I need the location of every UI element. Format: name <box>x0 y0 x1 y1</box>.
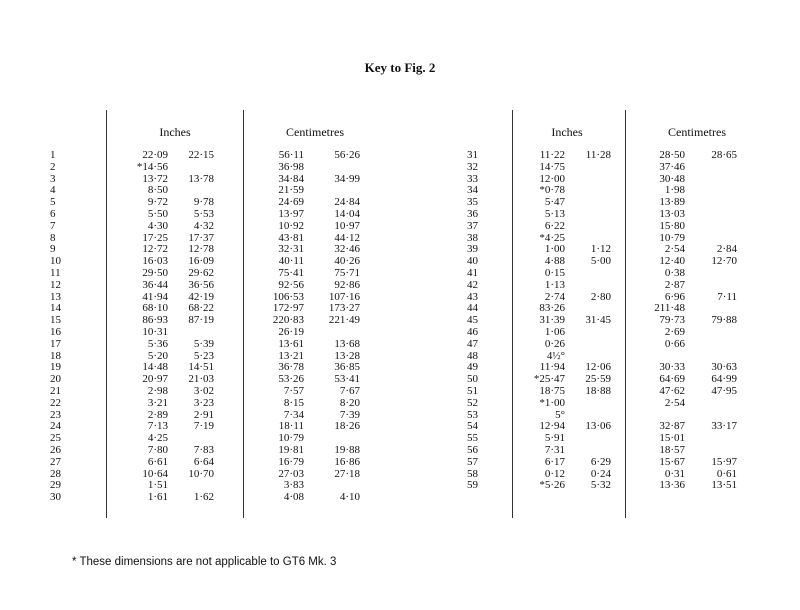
column-divider <box>243 110 244 518</box>
item-number: 59 <box>467 479 478 492</box>
inches-max: 1·62 <box>193 491 214 504</box>
inches-min: 5·91 <box>544 432 565 445</box>
centimetres-min: 6·96 <box>664 290 685 303</box>
centimetres-min: 7·34 <box>283 408 304 421</box>
inches-min: 41·94 <box>142 290 168 303</box>
centimetres-min: 0·66 <box>664 337 685 350</box>
centimetres-min: 10·79 <box>659 231 685 244</box>
inches-min: 6·17 <box>544 455 565 468</box>
item-number: 1 <box>50 149 56 161</box>
item-number: 9 <box>50 243 56 256</box>
inches-min: 1·13 <box>544 278 565 291</box>
inches-min: 12·72 <box>142 243 168 256</box>
centimetres-min: 75·41 <box>278 266 304 279</box>
inches-max: 36·56 <box>188 278 214 291</box>
centimetres-max: 34·99 <box>334 172 360 185</box>
item-number: 7 <box>50 219 56 232</box>
item-number: 15 <box>50 314 61 327</box>
item-number: 10 <box>50 255 61 268</box>
centimetres-min: 15·01 <box>659 432 685 445</box>
item-number: 51 <box>467 384 478 397</box>
centimetres-min: 79·73 <box>659 314 685 327</box>
centimetres-min: 15·80 <box>659 219 685 232</box>
inches-min: 14·75 <box>539 160 565 173</box>
centimetres-min: 43·81 <box>278 231 304 244</box>
centimetres-min: 7·57 <box>283 384 304 397</box>
centimetres-min: 12·40 <box>659 255 685 268</box>
inches-max: 4·32 <box>193 219 214 232</box>
inches-min: 12·00 <box>539 172 565 185</box>
centimetres-min: 56·11 <box>278 149 304 161</box>
inches-max: 5·39 <box>193 337 214 350</box>
centimetres-min: 15·67 <box>659 455 685 468</box>
item-number: 39 <box>467 243 478 256</box>
item-number: 5 <box>50 196 56 209</box>
item-number: 54 <box>467 420 478 433</box>
inches-min: 7·80 <box>147 443 168 456</box>
inches-header: Inches <box>551 125 583 139</box>
centimetres-min: 2·54 <box>664 396 685 409</box>
item-number: 22 <box>50 396 61 409</box>
inches-min: 17·25 <box>142 231 168 244</box>
centimetres-min: 4·08 <box>283 491 304 504</box>
inches-min: *0·78 <box>539 184 565 197</box>
centimetres-min: 220·83 <box>272 314 304 327</box>
centimetres-min: 13·61 <box>278 337 304 350</box>
centimetres-max: 10·97 <box>334 219 360 232</box>
item-number: 40 <box>467 255 478 268</box>
centimetres-min: 1·98 <box>664 184 685 197</box>
centimetres-max: 18·26 <box>334 420 360 433</box>
centimetres-min: 2·69 <box>664 325 685 338</box>
item-number: 23 <box>50 408 61 421</box>
inches-max: 12·06 <box>585 361 611 374</box>
item-number: 18 <box>50 349 61 362</box>
centimetres-max: 28·65 <box>711 149 737 161</box>
item-number: 48 <box>467 349 478 362</box>
item-number: 47 <box>467 337 478 350</box>
item-number: 38 <box>467 231 478 244</box>
centimetres-max: 56·26 <box>334 149 360 161</box>
centimetres-min: 30·33 <box>659 361 685 374</box>
inches-max: 87·19 <box>188 314 214 327</box>
centimetres-min: 0·31 <box>664 467 685 480</box>
inches-max: 22·15 <box>188 149 214 161</box>
inches-max: 2·91 <box>193 408 214 421</box>
inches-min: 5·36 <box>147 337 168 350</box>
inches-min: 14·48 <box>142 361 168 374</box>
inches-min: 5° <box>555 408 565 421</box>
centimetres-min: 40·11 <box>278 255 304 268</box>
item-number: 34 <box>467 184 478 197</box>
inches-min: 29·50 <box>142 266 168 279</box>
item-number: 29 <box>50 479 61 492</box>
item-number: 28 <box>50 467 61 480</box>
inches-min: 18·75 <box>539 384 565 397</box>
centimetres-min: 37·46 <box>659 160 685 173</box>
centimetres-max: 173·27 <box>328 302 360 315</box>
centimetres-min: 53·26 <box>278 373 304 386</box>
centimetres-max: 24·84 <box>334 196 360 209</box>
centimetres-header: Centimetres <box>668 125 726 139</box>
centimetres-min: 47·62 <box>659 384 685 397</box>
inches-min: 4·30 <box>147 219 168 232</box>
centimetres-min: 13·89 <box>659 196 685 209</box>
centimetres-max: 221·49 <box>328 314 360 327</box>
inches-max: 18·88 <box>585 384 611 397</box>
item-number: 24 <box>50 420 61 433</box>
centimetres-header: Centimetres <box>286 125 344 139</box>
inches-min: 5·20 <box>147 349 168 362</box>
inches-min: 0·12 <box>544 467 565 480</box>
item-number: 46 <box>467 325 478 338</box>
inches-min: *25·47 <box>533 373 565 386</box>
item-number: 6 <box>50 207 56 220</box>
item-number: 58 <box>467 467 478 480</box>
inches-max: 10·70 <box>188 467 214 480</box>
item-number: 8 <box>50 231 56 244</box>
inches-max: 29·62 <box>188 266 214 279</box>
inches-max: 17·37 <box>188 231 214 244</box>
item-number: 2 <box>50 160 56 173</box>
inches-min: 2·74 <box>544 290 565 303</box>
inches-min: 5·47 <box>544 196 565 209</box>
inches-min: 0·15 <box>544 266 565 279</box>
centimetres-max: 53·41 <box>334 373 360 386</box>
centimetres-min: 21·59 <box>278 184 304 197</box>
centimetres-min: 13·97 <box>278 207 304 220</box>
inches-min: 86·93 <box>142 314 168 327</box>
inches-max: 11·28 <box>585 149 611 161</box>
item-number: 12 <box>50 278 61 291</box>
centimetres-max: 75·71 <box>334 266 360 279</box>
inches-min: 31·39 <box>539 314 565 327</box>
inches-min: *5·26 <box>539 479 565 492</box>
centimetres-max: 8·20 <box>339 396 360 409</box>
centimetres-max: 12·70 <box>711 255 737 268</box>
item-number: 13 <box>50 290 61 303</box>
inches-max: 7·19 <box>193 420 214 433</box>
item-number: 57 <box>467 455 478 468</box>
inches-min: 4½° <box>546 349 565 362</box>
inches-max: 12·78 <box>188 243 214 256</box>
centimetres-max: 7·11 <box>717 290 737 303</box>
centimetres-min: 92·56 <box>278 278 304 291</box>
inches-max: 16·09 <box>188 255 214 268</box>
centimetres-min: 0·38 <box>664 266 685 279</box>
centimetres-max: 27·18 <box>334 467 360 480</box>
item-number: 16 <box>50 325 61 338</box>
centimetres-max: 13·68 <box>334 337 360 350</box>
centimetres-min: 26·19 <box>278 325 304 338</box>
inches-min: 16·03 <box>142 255 168 268</box>
centimetres-max: 30·63 <box>711 361 737 374</box>
inches-max: 13·06 <box>585 420 611 433</box>
centimetres-max: 13·51 <box>711 479 737 492</box>
column-divider <box>625 110 626 518</box>
inches-min: 12·94 <box>539 420 565 433</box>
item-number: 55 <box>467 432 478 445</box>
centimetres-max: 40·26 <box>334 255 360 268</box>
item-number: 14 <box>50 302 61 315</box>
item-number: 4 <box>50 184 56 197</box>
centimetres-min: 2·87 <box>664 278 685 291</box>
centimetres-min: 13·36 <box>659 479 685 492</box>
inches-min: 83·26 <box>539 302 565 315</box>
centimetres-min: 28·50 <box>659 149 685 161</box>
inches-min: 10·31 <box>142 325 168 338</box>
centimetres-max: 44·12 <box>334 231 360 244</box>
inches-max: 25·59 <box>585 373 611 386</box>
inches-max: 5·00 <box>590 255 611 268</box>
inches-max: 6·29 <box>590 455 611 468</box>
centimetres-min: 24·69 <box>278 196 304 209</box>
inches-header: Inches <box>159 125 191 139</box>
centimetres-min: 32·31 <box>278 243 304 256</box>
column-divider <box>106 110 107 518</box>
centimetres-min: 64·69 <box>659 373 685 386</box>
item-number: 27 <box>50 455 61 468</box>
item-number: 21 <box>50 384 61 397</box>
footnote: * These dimensions are not applicable to GT6 Mk. 3 <box>72 556 337 568</box>
centimetres-max: 15·97 <box>711 455 737 468</box>
inches-min: 1·61 <box>147 491 168 504</box>
centimetres-max: 13·28 <box>334 349 360 362</box>
centimetres-min: 19·81 <box>278 443 304 456</box>
inches-min: 11·94 <box>539 361 565 374</box>
inches-max: 21·03 <box>188 373 214 386</box>
inches-max: 14·51 <box>188 361 214 374</box>
inches-min: 8·50 <box>147 184 168 197</box>
centimetres-max: 16·86 <box>334 455 360 468</box>
item-number: 36 <box>467 207 478 220</box>
centimetres-min: 36·98 <box>278 160 304 173</box>
item-number: 42 <box>467 278 478 291</box>
item-number: 45 <box>467 314 478 327</box>
centimetres-max: 2·84 <box>716 243 737 256</box>
inches-min: 2·98 <box>147 384 168 397</box>
centimetres-max: 7·67 <box>339 384 360 397</box>
centimetres-max: 7·39 <box>339 408 360 421</box>
item-number: 32 <box>467 160 478 173</box>
inches-max: 7·83 <box>193 443 214 456</box>
inches-max: 0·24 <box>590 467 611 480</box>
inches-min: 6·22 <box>544 219 565 232</box>
item-number: 43 <box>467 290 478 303</box>
inches-max: 5·32 <box>590 479 611 492</box>
centimetres-max: 33·17 <box>711 420 737 433</box>
centimetres-min: 3·83 <box>283 479 304 492</box>
item-number: 50 <box>467 373 478 386</box>
centimetres-max: 32·46 <box>334 243 360 256</box>
centimetres-min: 34·84 <box>278 172 304 185</box>
inches-min: *14·56 <box>136 160 168 173</box>
item-number: 3 <box>50 172 56 185</box>
inches-min: 7·31 <box>544 443 565 456</box>
inches-min: 68·10 <box>142 302 168 315</box>
centimetres-min: 2·54 <box>664 243 685 256</box>
centimetres-max: 47·95 <box>711 384 737 397</box>
inches-min: 1·51 <box>147 479 168 492</box>
centimetres-min: 13·21 <box>278 349 304 362</box>
inches-min: 4·25 <box>147 432 168 445</box>
centimetres-min: 106·53 <box>272 290 304 303</box>
centimetres-max: 64·99 <box>711 373 737 386</box>
inches-max: 6·64 <box>193 455 214 468</box>
inches-min: 11·22 <box>539 149 565 161</box>
centimetres-min: 211·48 <box>654 302 685 315</box>
centimetres-max: 79·88 <box>711 314 737 327</box>
inches-min: 20·97 <box>142 373 168 386</box>
item-number: 30 <box>50 491 61 504</box>
centimetres-max: 19·88 <box>334 443 360 456</box>
inches-min: 7·13 <box>147 420 168 433</box>
item-number: 26 <box>50 443 61 456</box>
inches-min: *1·00 <box>539 396 565 409</box>
item-number: 31 <box>467 149 478 161</box>
centimetres-max: 0·61 <box>716 467 737 480</box>
inches-max: 1·12 <box>590 243 611 256</box>
inches-min: 3·21 <box>147 396 168 409</box>
inches-max: 3·23 <box>193 396 214 409</box>
column-divider <box>512 110 513 518</box>
centimetres-max: 14·04 <box>334 207 360 220</box>
centimetres-min: 13·03 <box>659 207 685 220</box>
item-number: 37 <box>467 219 478 232</box>
centimetres-min: 8·15 <box>283 396 304 409</box>
inches-min: 5·50 <box>147 207 168 220</box>
centimetres-min: 10·92 <box>278 219 304 232</box>
item-number: 44 <box>467 302 478 315</box>
item-number: 53 <box>467 408 478 421</box>
centimetres-min: 36·78 <box>278 361 304 374</box>
inches-min: 1·06 <box>544 325 565 338</box>
item-number: 17 <box>50 337 61 350</box>
inches-max: 5·23 <box>193 349 214 362</box>
centimetres-min: 10·79 <box>278 432 304 445</box>
centimetres-min: 16·79 <box>278 455 304 468</box>
inches-max: 2·80 <box>590 290 611 303</box>
centimetres-max: 4·10 <box>339 491 360 504</box>
item-number: 56 <box>467 443 478 456</box>
inches-min: 36·44 <box>142 278 168 291</box>
item-number: 35 <box>467 196 478 209</box>
page-title: Key to Fig. 2 <box>364 60 436 75</box>
centimetres-min: 30·48 <box>659 172 685 185</box>
inches-max: 31·45 <box>585 314 611 327</box>
inches-min: 2·89 <box>147 408 168 421</box>
item-number: 52 <box>467 396 478 409</box>
inches-min: 13·72 <box>142 172 168 185</box>
inches-min: 10·64 <box>142 467 168 480</box>
centimetres-min: 18·57 <box>659 443 685 456</box>
item-number: 19 <box>50 361 61 374</box>
item-number: 49 <box>467 361 478 374</box>
centimetres-max: 107·16 <box>328 290 360 303</box>
inches-min: 1·00 <box>544 243 565 256</box>
inches-min: *4·25 <box>539 231 565 244</box>
inches-min: 5·13 <box>544 207 565 220</box>
centimetres-max: 36·85 <box>334 361 360 374</box>
inches-max: 3·02 <box>193 384 214 397</box>
inches-max: 5·53 <box>193 207 214 220</box>
inches-max: 9·78 <box>193 196 214 209</box>
inches-min: 4·88 <box>544 255 565 268</box>
centimetres-min: 32·87 <box>659 420 685 433</box>
inches-max: 68·22 <box>188 302 214 315</box>
inches-max: 42·19 <box>188 290 214 303</box>
inches-min: 6·61 <box>147 455 168 468</box>
item-number: 33 <box>467 172 478 185</box>
inches-min: 22·09 <box>142 149 168 161</box>
centimetres-min: 18·11 <box>278 420 304 433</box>
item-number: 20 <box>50 373 61 386</box>
inches-min: 0·26 <box>544 337 565 350</box>
inches-max: 13·78 <box>188 172 214 185</box>
centimetres-min: 27·03 <box>278 467 304 480</box>
item-number: 41 <box>467 266 478 279</box>
inches-min: 9·72 <box>147 196 168 209</box>
centimetres-min: 172·97 <box>272 302 304 315</box>
item-number: 11 <box>50 266 61 279</box>
item-number: 25 <box>50 432 61 445</box>
centimetres-max: 92·86 <box>334 278 360 291</box>
